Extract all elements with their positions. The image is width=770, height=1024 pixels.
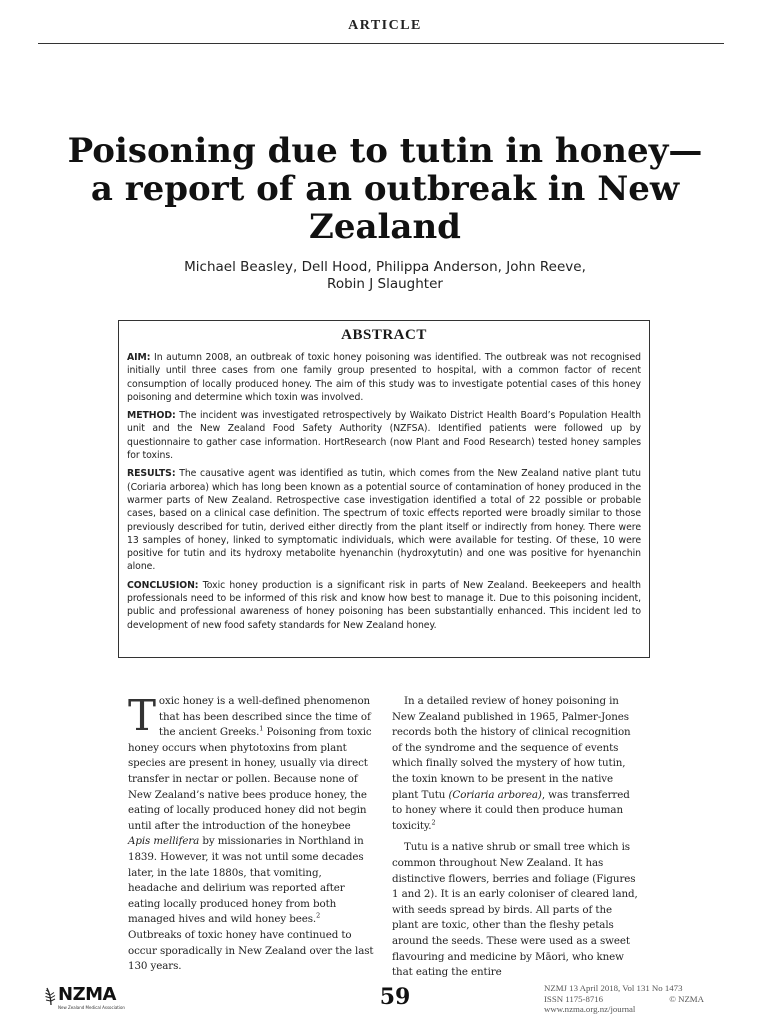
aim-label: AIM: <box>127 352 151 363</box>
logo-subtext: New Zealand Medical Association <box>58 1005 125 1010</box>
section-label: ARTICLE <box>348 18 422 33</box>
logo-text: NZMA <box>58 984 116 1005</box>
abstract-aim <box>127 351 641 404</box>
body-paragraph <box>128 691 374 975</box>
method-label: METHOD: <box>127 410 176 422</box>
body-text: oxic honey is a well-defined phenomenon that has been described since the time of the ancient Greeks. <box>158 695 371 739</box>
authors-line-1: Michael Beasley, Dell Hood, Philippa Anderson, John Reeve, <box>184 259 586 275</box>
abstract-heading: ABSTRACT <box>341 327 427 343</box>
nzma-logo <box>44 984 134 1014</box>
results-label: RESULTS: <box>127 468 176 480</box>
abstract-conclusion <box>127 579 641 632</box>
issn-row <box>544 994 704 1005</box>
journal-info <box>544 983 704 1015</box>
body-text: In a detailed review of honey poisoning in New Zealand published in 1965, Palmer-Jones records both the history of clinical recognition of the syndrome and the sequence of events which finally solved the mystery of how tutin, the toxin known to be present in the native plant Tutu <box>392 695 631 801</box>
body-column-right <box>392 694 638 987</box>
citation-2: 2 <box>316 911 321 920</box>
conclusion-label: CONCLUSION: <box>127 579 199 591</box>
header-rule <box>38 43 724 44</box>
abstract-results <box>127 467 641 573</box>
body-paragraph <box>392 694 638 834</box>
authors <box>110 259 660 293</box>
conclusion-text: Toxic honey production is a significant risk in parts of New Zealand. Beekeepers and health professionals need to be informed of this risk and know how best to manage it. Due to this poisoning incident, public and professional awareness of honey poisoning has been substantially enhanced. This incident led to development of new food safety standards for New Zealand honey. <box>127 579 642 631</box>
authors-line-2: Robin J Slaughter <box>327 276 443 292</box>
abstract-method <box>127 409 641 462</box>
article-title: Poisoning due to tutin in honey—a report of an outbreak in New Zealand <box>67 131 703 247</box>
species-name: Apis mellifera <box>128 835 200 848</box>
copyright: © NZMA <box>669 993 704 1004</box>
species-name: (Coriaria arborea) <box>448 788 542 801</box>
body-text: by missionaries in Northland in 1839. However, it was not until some decades later, in the late 1880s, that vomiting, headache and delirium was reported after eating locally produced honey from both managed hives and wild honey bees. <box>128 835 364 926</box>
fern-icon <box>44 986 58 1006</box>
citation-1: 1 <box>259 724 264 733</box>
drop-cap: T <box>128 691 156 740</box>
body-text: Outbreaks of toxic honey have continued to occur sporadically in New Zealand over the last 130 years. <box>128 928 374 973</box>
journal-line: NZMJ 13 April 2018, Vol 131 No 1473 <box>544 983 683 993</box>
results-text: The causative agent was identified as tutin, which comes from the New Zealand native plant tutu (Coriaria arborea) which has long been known as a potential source of contamination of honey produced in the warmer parts of New Zealand. Retrospective case investigation identified a total of 22 possible or probable cases, based on a clinical case definition. The spectrum of toxic effects reported were broadly similar to those previously described for tutin, derived either directly from the plant itself or indirectly from honey. There were 13 samples of honey, linked to symptomatic individuals, which were available for testing. Of these, 10 were positive for tutin and its hydroxy metabolite hyenanchin (hydroxytutin) and one was positive for hyenanchin alone. <box>127 468 641 573</box>
issn: ISSN 1175-8716 <box>544 993 604 1004</box>
body-paragraph: Tutu is a native shrub or small tree which is common throughout New Zealand. It has distinctive flowers, berries and foliage (Figures 1 and 2). It is an early coloniser of cleared land, with seeds spread by birds. All parts of the plant are toxic, other than the fleshy petals around the seeds. These were used as a sweet flavouring and medicine by Māori, who knew that eating the entire <box>392 841 638 979</box>
abstract-box <box>118 320 650 658</box>
method-text: The incident was investigated retrospectively by Waikato District Health Board’s Population Health unit and the New Zealand Food Safety Authority (NZFSA). Identified patients were followed up by questionnaire to gather case information. HortResearch (now Plant and Food Research) tested honey samples for toxins. <box>127 410 641 462</box>
body-text: Poisoning from toxic honey occurs when phytotoxins from plant species are present in honey, usually via direct transfer in nectar or pollen. Because none of New Zealand’s native bees produce honey, the eating of locally produced honey did not begin until after the introduction of the honeybee <box>128 726 372 832</box>
journal-url[interactable]: www.nzma.org.nz/journal <box>544 1004 636 1014</box>
citation-2: 2 <box>431 818 436 827</box>
page-number: 59 <box>379 984 411 1010</box>
body-column-left <box>128 691 374 981</box>
aim-text: In autumn 2008, an outbreak of toxic honey poisoning was identified. The outbreak was not recognised initially until three cases from one family group presented to hospital, with a common factor of recent consumption of locally produced honey. The aim of this study was to investigate potential cases of this honey poisoning and determine which toxin was involved. <box>127 352 642 403</box>
body-text: , was transferred to honey where it could then produce human toxicity. <box>392 788 630 832</box>
